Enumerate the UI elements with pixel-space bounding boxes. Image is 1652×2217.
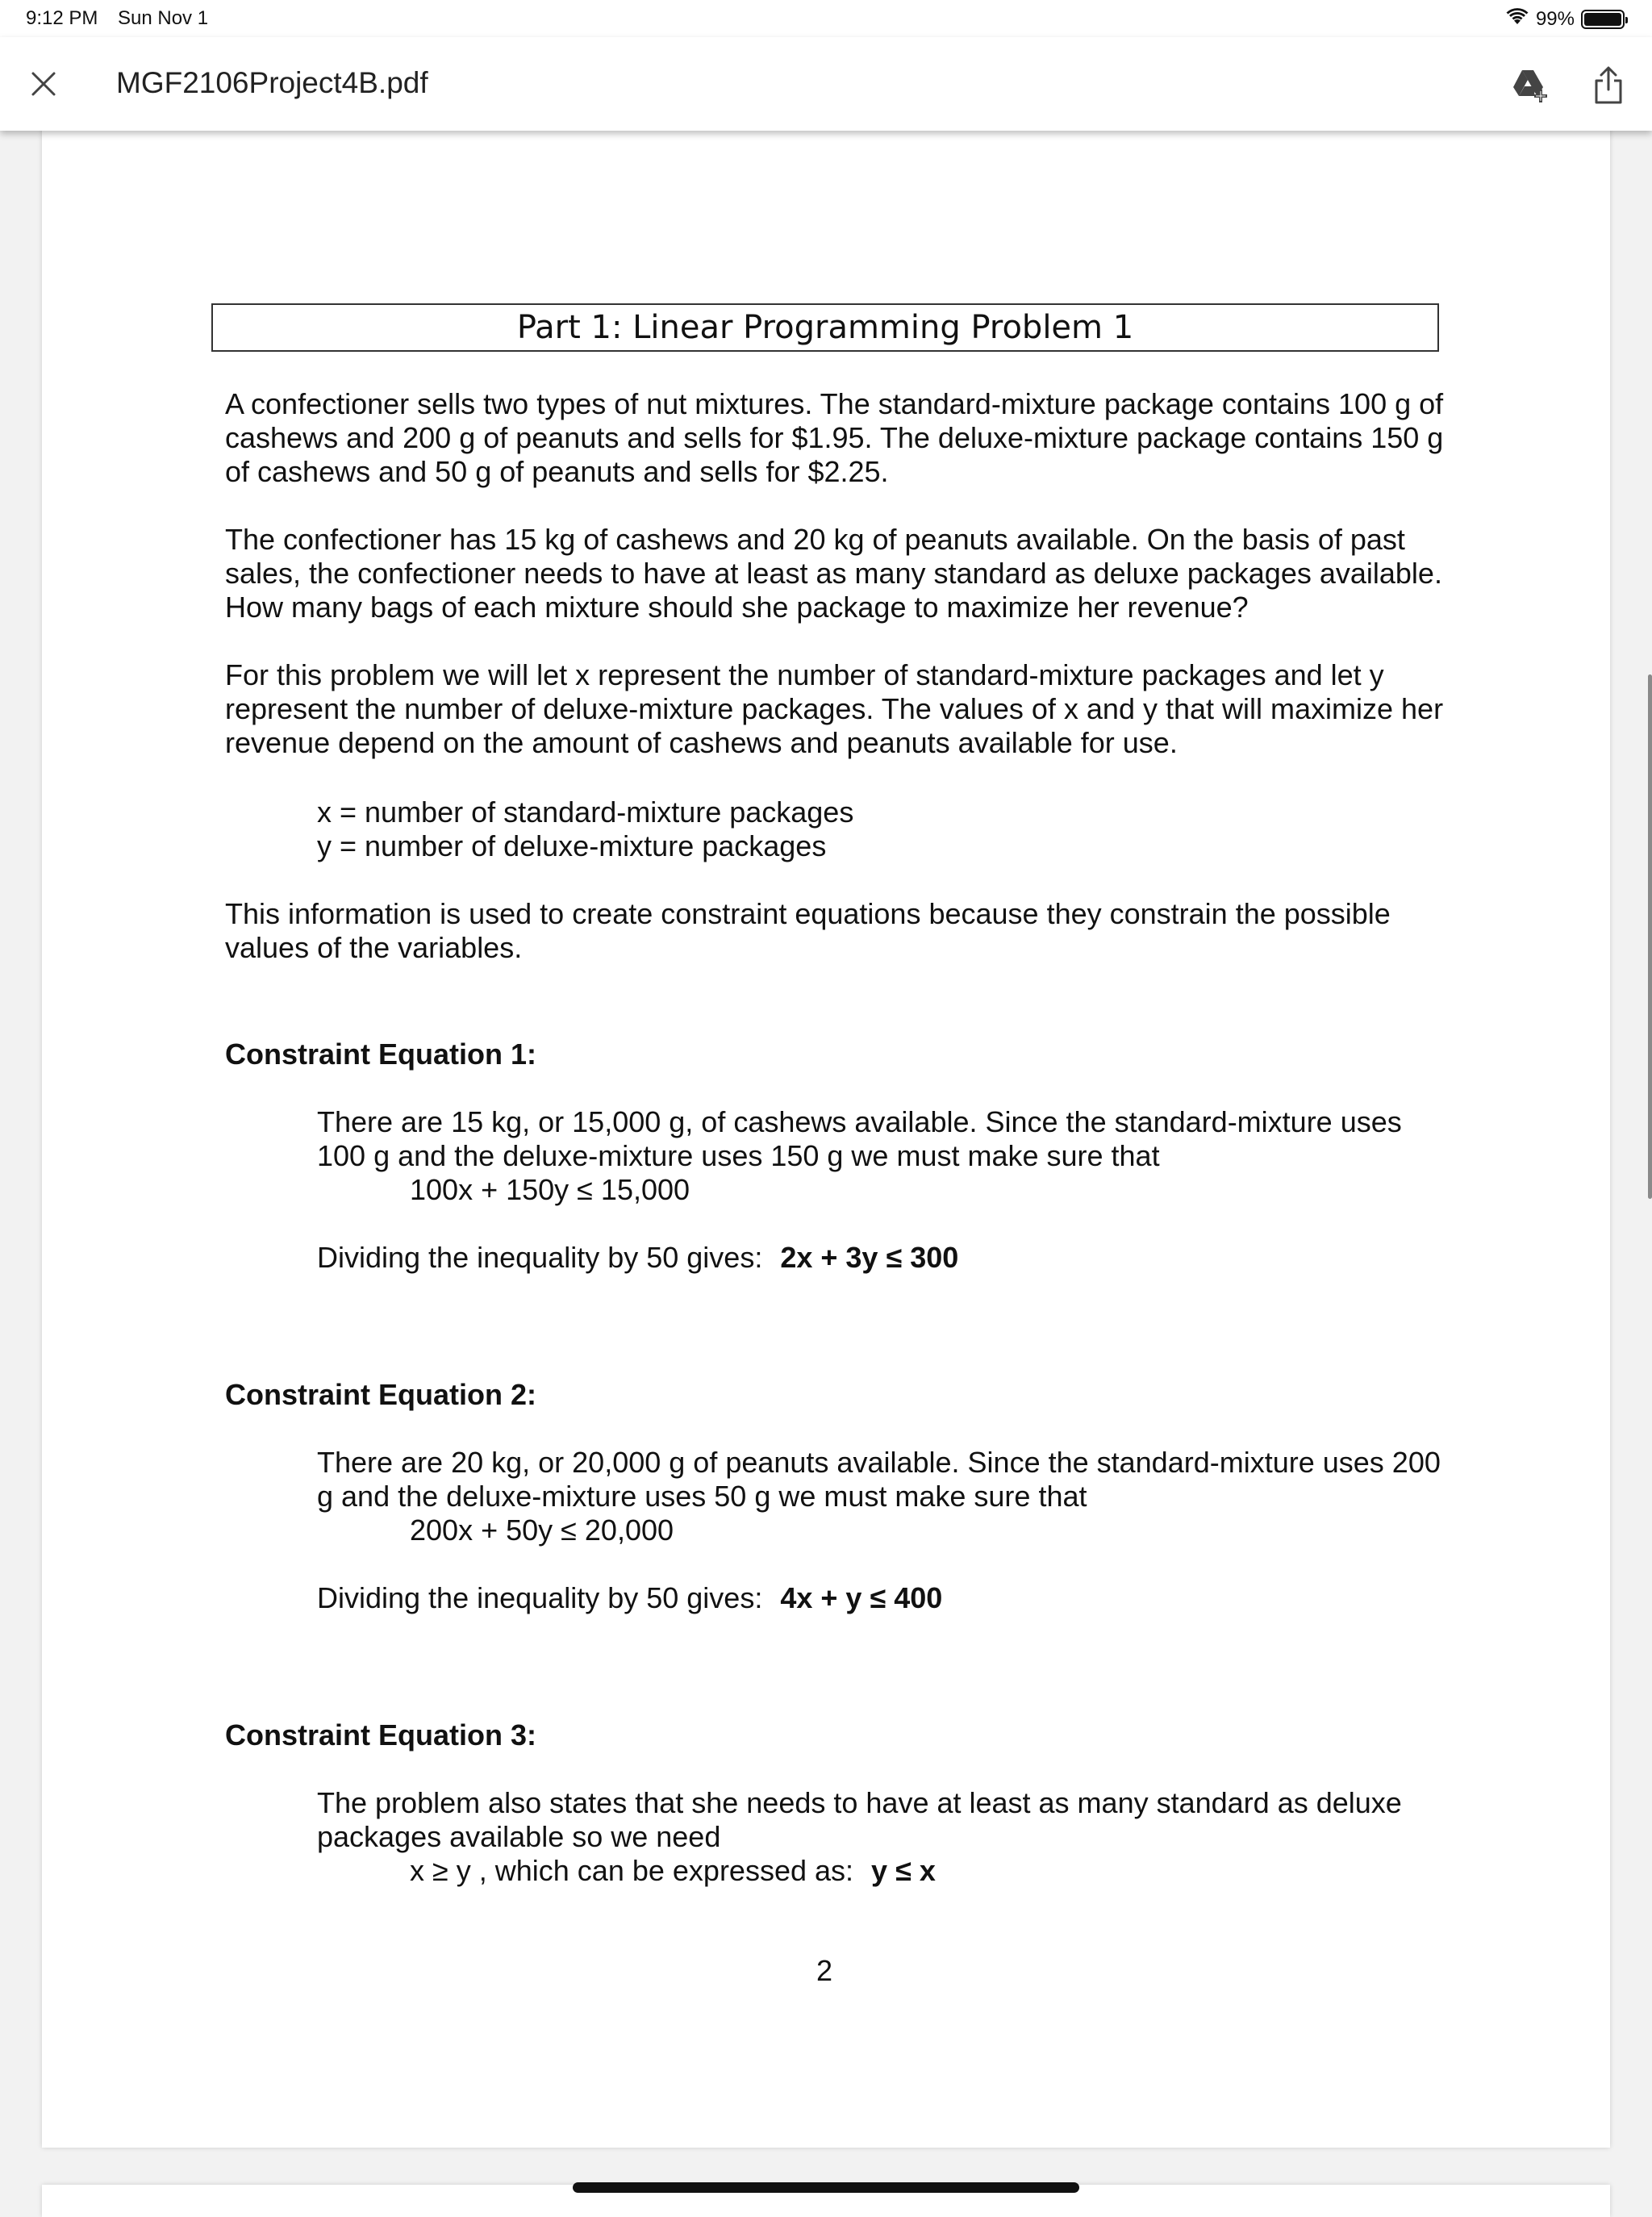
- text-line: There are 20 kg, or 20,000 g of peanuts available. Since the standard-mixture uses 200: [317, 1446, 1441, 1479]
- constraint2-divide-text: Dividing the inequality by 50 gives:: [317, 1581, 763, 1614]
- constraint2-text: [317, 1446, 1441, 1513]
- text-line: sales, the confectioner needs to have at least as many standard as deluxe packages available.: [225, 557, 1442, 590]
- constraint2-result: 4x + y ≤ 400: [780, 1581, 943, 1614]
- constraint1-text: [317, 1105, 1402, 1173]
- text-line: of cashews and 50 g of peanuts and sells for $2.25.: [225, 455, 889, 488]
- constraint1-title: Constraint Equation 1:: [225, 1038, 536, 1071]
- constraint1-inequality: 100x + 150y ≤ 15,000: [410, 1173, 690, 1206]
- text-line: How many bags of each mixture should she package to maximize her revenue?: [225, 591, 1249, 624]
- constraint3-text: [317, 1786, 1402, 1854]
- text-line: values of the variables.: [225, 931, 523, 964]
- status-date: Sun Nov 1: [118, 7, 209, 29]
- constraint3-expression: x ≥ y , which can be expressed as:: [410, 1854, 854, 1887]
- text-line: The confectioner has 15 kg of cashews and 20 kg of peanuts available. On the basis of past: [225, 523, 1405, 556]
- text-line: 100 g and the deluxe-mixture uses 150 g we must make sure that: [317, 1139, 1160, 1172]
- google-drive-add-icon: [1510, 69, 1549, 102]
- constraint2-inequality: 200x + 50y ≤ 20,000: [410, 1513, 674, 1547]
- scrollbar[interactable]: [1648, 674, 1652, 1199]
- text-line: packages available so we need: [317, 1820, 721, 1853]
- share-button[interactable]: [1584, 60, 1633, 111]
- intro-paragraph: [225, 387, 1443, 489]
- constraint2-title: Constraint Equation 2:: [225, 1378, 536, 1411]
- text-line: represent the number of deluxe-mixture packages. The values of x and y that will maximize her: [225, 692, 1444, 725]
- constraint1-result-line: [317, 1241, 958, 1275]
- battery-icon: [1581, 10, 1625, 29]
- constraint1-divide-text: Dividing the inequality by 50 gives:: [317, 1241, 763, 1274]
- pdf-page[interactable]: [42, 121, 1610, 2148]
- text-line: g and the deluxe-mixture uses 50 g we must make sure that: [317, 1480, 1087, 1513]
- part-heading: Part 1: Linear Programming Problem 1: [211, 303, 1439, 352]
- home-indicator[interactable]: [573, 2182, 1079, 2193]
- constraint3-result: y ≤ x: [871, 1854, 936, 1887]
- availability-paragraph: [225, 523, 1442, 624]
- wifi-icon: [1505, 6, 1529, 31]
- text-line: For this problem we will let x represent the number of standard-mixture packages and let y: [225, 658, 1384, 691]
- constraint3-title: Constraint Equation 3:: [225, 1718, 536, 1751]
- document-title: MGF2106Project4B.pdf: [116, 66, 428, 99]
- constraint3-expression-line: [410, 1854, 936, 1888]
- text-line: revenue depend on the amount of cashews and peanuts available for use.: [225, 726, 1178, 759]
- text-line: A confectioner sells two types of nut mixtures. The standard-mixture package contains 100 g of: [225, 387, 1444, 420]
- battery-percent: 99%: [1535, 7, 1575, 30]
- page-number: 2: [816, 1954, 833, 1987]
- constraint-intro-paragraph: [225, 897, 1391, 965]
- close-button[interactable]: [23, 63, 65, 105]
- constraint2-result-line: [317, 1581, 942, 1615]
- close-icon: [31, 71, 56, 97]
- variables-paragraph: [225, 658, 1443, 760]
- variable-definitions: [317, 795, 853, 863]
- text-line: This information is used to create constraint equations because they constrain the possible: [225, 897, 1391, 930]
- status-bar: [0, 0, 1652, 37]
- variable-def-x: x = number of standard-mixture packages: [317, 795, 854, 829]
- share-icon: [1592, 65, 1625, 106]
- status-time: 9:12 PM: [26, 7, 98, 29]
- constraint1-result: 2x + 3y ≤ 300: [780, 1241, 959, 1274]
- viewer-toolbar: [0, 37, 1652, 131]
- text-line: There are 15 kg, or 15,000 g, of cashews available. Since the standard-mixture uses: [317, 1105, 1402, 1138]
- text-line: cashews and 200 g of peanuts and sells for $1.95. The deluxe-mixture package contains 150 g: [225, 421, 1444, 454]
- status-indicators: [1505, 6, 1625, 31]
- add-to-drive-button[interactable]: [1505, 61, 1554, 110]
- variable-def-y: y = number of deluxe-mixture packages: [317, 829, 827, 862]
- text-line: The problem also states that she needs to have at least as many standard as deluxe: [317, 1786, 1402, 1819]
